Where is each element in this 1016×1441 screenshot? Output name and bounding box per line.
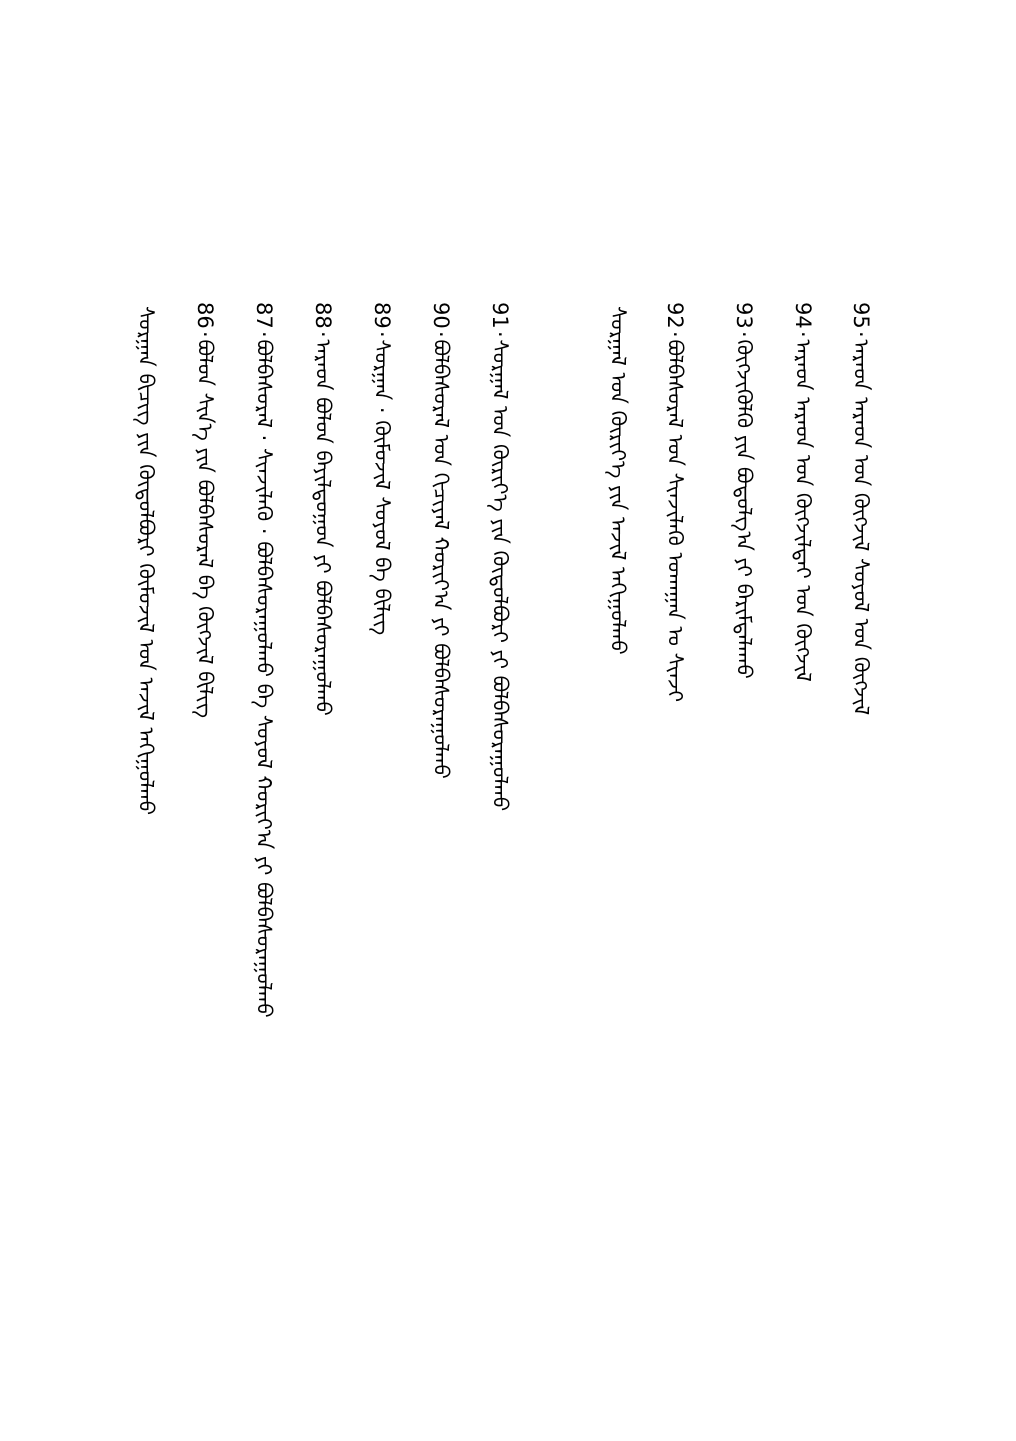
entry-number: 91 <box>488 302 512 329</box>
entry-86-continuation <box>133 302 159 815</box>
entry-separator: · <box>429 330 453 338</box>
entry-87 <box>251 302 277 1018</box>
entry-92-continuation <box>605 302 631 655</box>
entry-number: 87 <box>252 302 276 329</box>
entry-separator: · <box>663 330 687 338</box>
entry-86 <box>192 302 218 718</box>
entry-text: ᠰᠤᠷᠭᠠᠨ · ᠬᠦᠮᠦᠵᠢᠯ ᠰᠣᠶᠣᠯ ᠪᠠ ᠪᠢᠯᠢᠭ <box>370 339 394 636</box>
entry-number: 94 <box>791 302 815 329</box>
entry-text: ᠰᠤᠷᠭᠠᠨ ᠪᠢᠴᠢᠭ ᠶᠢᠨ ᠬᠥᠲᠦᠯᠪᠦᠷᠢ ᠬᠦᠮᠦᠵᠢᠯ ᠤᠨ ᠠᠵᠢᠯ ᠠᠬᠢᠭᠤᠯᠬᠤ <box>134 306 158 816</box>
entry-separator: · <box>370 330 394 338</box>
entry-89 <box>369 302 395 635</box>
entry-92 <box>662 302 688 702</box>
entry-text: ᠰᠤᠷᠭᠠᠯ ᠤᠨ ᠬᠦᠷᠢᠶ᠎ᠡ ᠶᠢᠨ ᠠᠵᠢᠯ ᠠᠬᠢᠭᠤᠯᠬᠤ <box>606 306 630 655</box>
entry-88 <box>310 302 336 716</box>
entry-separator: · <box>849 330 873 338</box>
entry-separator: · <box>791 330 815 338</box>
entry-number: 93 <box>732 302 756 329</box>
entry-text: ᠰᠤᠷᠭᠠᠯ ᠤᠨ ᠬᠦᠷᠢᠶ᠎ᠡ ᠶᠢᠨ ᠬᠥᠲᠦᠯᠪᠦᠷᠢ ᠶᠢ ᠪᠣᠯᠪᠠᠰᠤᠷᠠᠭᠤᠯᠬᠤ <box>488 339 512 812</box>
entry-text: ᠪᠣᠯᠪᠠᠰᠤᠷᠠᠯ · ᠰᠢᠨᠵᠢᠯᠡᠬᠦ · ᠪᠣᠯᠪᠠᠰᠤᠷᠠᠭᠤᠯᠬᠤ ᠪᠠ ᠰᠣᠶᠣᠯ ᠬᠣᠷᠢᠶ᠎ᠠ ᠶᠢ ᠪᠣᠯᠪᠠᠰᠤᠷᠠᠭᠤᠯᠬᠤ <box>252 339 276 1018</box>
entry-number: 95 <box>849 302 873 329</box>
entry-94 <box>790 302 816 682</box>
entry-number: 89 <box>370 302 394 329</box>
entry-number: 90 <box>429 302 453 329</box>
entry-90 <box>428 302 454 779</box>
entry-number: 92 <box>663 302 687 329</box>
entry-text: ᠠᠷᠠᠳ ᠠᠷᠠᠳ ᠤᠨ ᠬᠦᠭᠵᠢᠯ ᠰᠣᠶᠣᠯ ᠤᠨ ᠬᠥᠭᠵᠢᠯ <box>849 339 873 716</box>
entry-93 <box>731 302 757 679</box>
entry-separator: · <box>488 330 512 338</box>
entry-text: ᠬᠥᠭᠵᠢᠭᠦᠯᠬᠦ ᠶᠢᠨ ᠪᠣᠳᠣᠯᠭ᠎ᠠ ᠶᠢ ᠪᠠᠷᠢᠮᠲᠠᠯᠠᠬᠤ <box>732 339 756 679</box>
entry-number: 86 <box>193 302 217 329</box>
entry-95 <box>848 302 874 715</box>
entry-separator: · <box>732 330 756 338</box>
entry-text: ᠪᠣᠯᠪᠠᠰᠤᠷᠠᠯ ᠤᠨ ᠰᠢᠨᠵᠢᠯᠡᠬᠦ ᠤᠬᠠᠭᠠᠨ ᠤ ᠰᠢᠨᠵᠢ <box>663 339 687 703</box>
entry-text: ᠪᠣᠯᠪᠠᠰᠤᠷᠠᠯ ᠤᠨ ᠬᠢᠴᠢᠶᠡᠯ ᠬᠣᠷᠢᠶ᠎ᠠ ᠶᠢ ᠪᠣᠯᠪᠠᠰᠤᠷᠠᠭᠤᠯᠬᠤ <box>429 339 453 779</box>
entry-91 <box>487 302 513 811</box>
entry-number: 88 <box>311 302 335 329</box>
entry-separator: · <box>252 330 276 338</box>
entry-text: ᠠᠷᠠᠳ ᠠᠷᠠᠳ ᠤᠨ ᠬᠥᠭᠵᠢᠯᠲᠡᠢ ᠤᠨ ᠬᠥᠭᠵᠢᠯ <box>791 339 815 682</box>
entry-text: ᠠᠷᠠᠳ ᠪᠣᠯᠤᠨ ᠪᠠᠶᠢᠯᠳᠤᠭᠤᠨ ᠶᠢ ᠪᠣᠯᠪᠠᠰᠤᠷᠠᠭᠤᠯᠬᠤ <box>311 339 335 716</box>
entry-separator: · <box>193 330 217 338</box>
entry-text: ᠪᠣᠯᠤᠨ ᠰᠢᠨ᠎ᠡ ᠶᠢᠨ ᠪᠣᠯᠪᠠᠰᠤᠷᠠᠯ ᠪᠠ ᠬᠥᠭᠵᠢᠯ ᠪᠢᠯᠢᠭ <box>193 339 217 718</box>
entry-separator: · <box>311 330 335 338</box>
